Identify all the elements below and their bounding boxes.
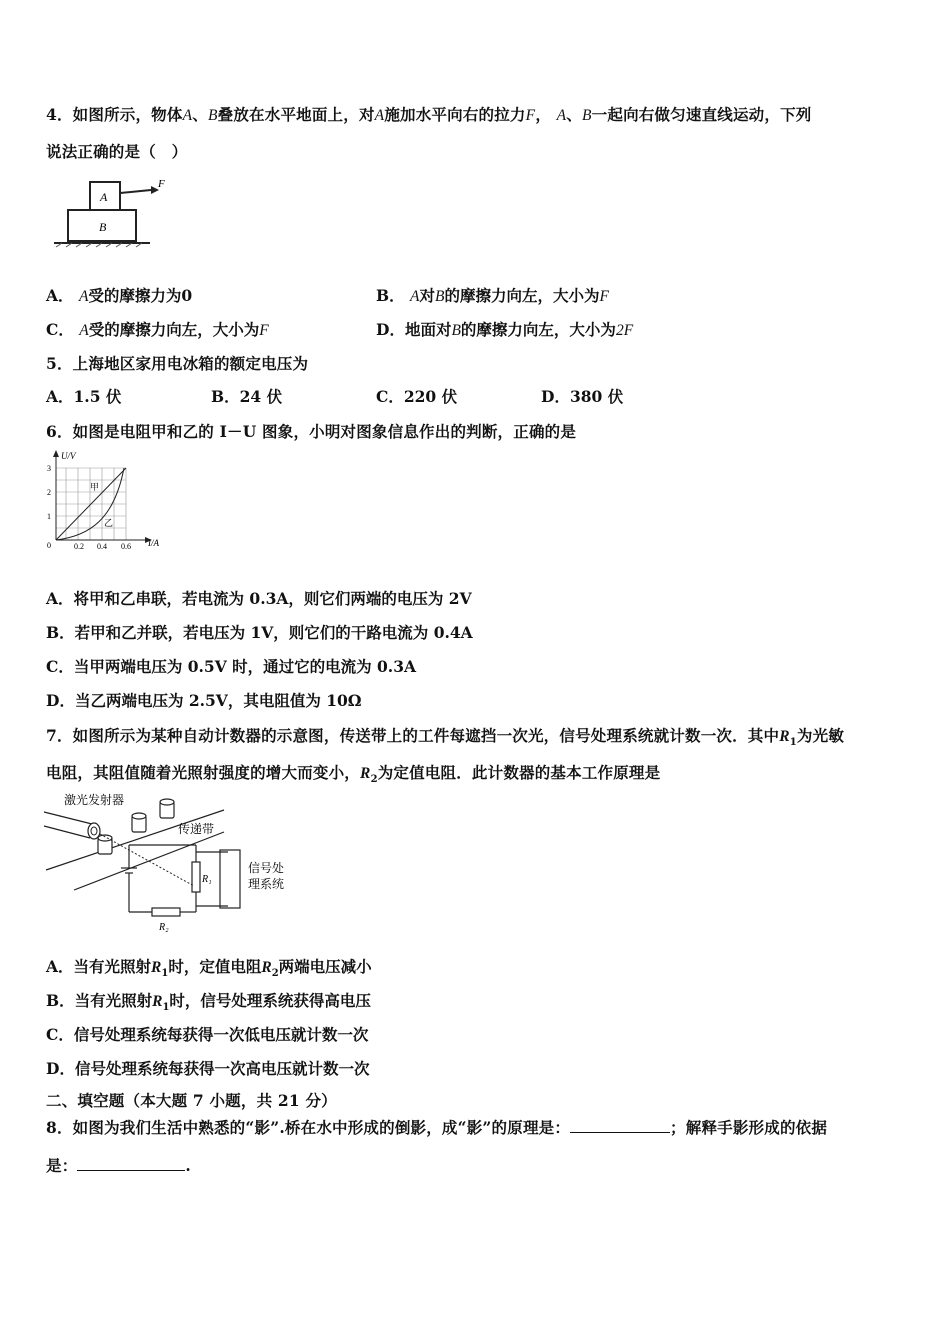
- belt-label: 传递带: [178, 822, 215, 836]
- q6-option-c[interactable]: C．当甲两端电压为 0.5V 时，通过它的电流为 0.3A: [46, 657, 417, 676]
- y-tick-2: 2: [47, 488, 51, 497]
- laser-beam: [100, 834, 194, 886]
- q7-option-a[interactable]: A．当有光照射$R_1$时，定值电阻$R_2$两端电压减小: [46, 957, 372, 980]
- curve-label-jia: 甲: [90, 482, 100, 492]
- q6-option-d[interactable]: D．当乙两端电压为 2.5V，其电阻值为 10Ω: [46, 691, 362, 710]
- laser-emitter: [44, 812, 100, 839]
- q4-option-a[interactable]: A． A受的摩擦力为0: [46, 286, 193, 305]
- workpieces: [98, 799, 174, 854]
- laser-label: 激光发射器: [64, 793, 125, 807]
- q4-stem-line2: 说法正确的是（ ）: [46, 142, 188, 161]
- q8-blank-2[interactable]: [77, 1156, 185, 1171]
- q7-stem-line2: 电阻，其阻值随着光照射强度的增大而变小，$R_2$为定值电阻．此计数器的基本工作原理是: [46, 763, 661, 786]
- y-axis-label: U/V: [61, 451, 76, 461]
- r1-label: R₁: [202, 874, 212, 885]
- q7-option-c[interactable]: C．信号处理系统每获得一次低电压就计数一次: [46, 1025, 369, 1044]
- q5-stem: 5．上海地区家用电冰箱的额定电压为: [46, 354, 309, 373]
- y-tick-3: 3: [47, 464, 51, 473]
- q8-stem-line1: 8．如图为我们生活中熟悉的“影”.桥在水中形成的倒影，成“影”的原理是： ；解释手影形成的依据: [46, 1118, 828, 1137]
- q4-option-b[interactable]: B． A对B的摩擦力向左，大小为F: [376, 286, 609, 305]
- q6-option-a[interactable]: A．将甲和乙串联，若电流为 0.3A，则它们两端的电压为 2V: [46, 589, 472, 608]
- r2-label: R₂: [159, 922, 169, 933]
- fig-label-f: F: [158, 178, 165, 190]
- q7-option-b[interactable]: B．当有光照射$R_1$时，信号处理系统获得高电压: [46, 991, 371, 1014]
- force-arrow-shaft: [120, 190, 151, 193]
- q5-option-d[interactable]: D．380 伏: [541, 387, 624, 406]
- curve-label-yi: 乙: [104, 518, 114, 528]
- y-tick-0: 0: [47, 541, 51, 550]
- x-tick-0.4: 0.4: [97, 542, 107, 551]
- fig-label-a: A: [100, 190, 108, 204]
- x-axis-label: I/A: [148, 538, 159, 548]
- system-label-line2: 理系统: [248, 877, 285, 891]
- q4-figure: [50, 175, 165, 250]
- fig-label-b: B: [99, 220, 107, 234]
- q7-counter-figure: [44, 790, 304, 935]
- q8-stem-line2: 是： .: [46, 1156, 192, 1175]
- y-tick-1: 1: [47, 512, 51, 521]
- system-label-line1: 信号处: [248, 861, 285, 875]
- q6-option-b[interactable]: B．若甲和乙并联，若电压为 1V，则它们的干路电流为 0.4A: [46, 623, 473, 642]
- q5-option-b[interactable]: B．24 伏: [211, 387, 283, 406]
- section-2-title: 二、填空题（本大题 7 小题，共 21 分）: [46, 1091, 337, 1110]
- x-tick-0.6: 0.6: [121, 542, 131, 551]
- q5-option-a[interactable]: A．1.5 伏: [46, 387, 122, 406]
- q6-stem: 6．如图是电阻甲和乙的 I－U 图象，小明对图象信息作出的判断，正确的是: [46, 422, 577, 441]
- q8-blank-1[interactable]: [570, 1118, 670, 1133]
- q5-option-c[interactable]: C．220 伏: [376, 387, 458, 406]
- q4-stem-line1: 4．如图所示，物体A、B叠放在水平地面上，对A施加水平向右的拉力F， A、B一起向右做匀速直线运动，下列: [46, 105, 812, 124]
- q4-option-d[interactable]: D．地面对B的摩擦力向左，大小为2F: [376, 320, 634, 339]
- q7-option-d[interactable]: D．信号处理系统每获得一次高电压就计数一次: [46, 1059, 370, 1078]
- q7-stem-line1: 7．如图所示为某种自动计数器的示意图，传送带上的工件每遮挡一次光，信号处理系统就计数一次．其中$R_1$为光敏: [46, 726, 845, 749]
- q4-option-c[interactable]: C． A受的摩擦力向左，大小为F: [46, 320, 269, 339]
- x-tick-0.2: 0.2: [74, 542, 84, 551]
- q6-iu-graph: [44, 448, 174, 558]
